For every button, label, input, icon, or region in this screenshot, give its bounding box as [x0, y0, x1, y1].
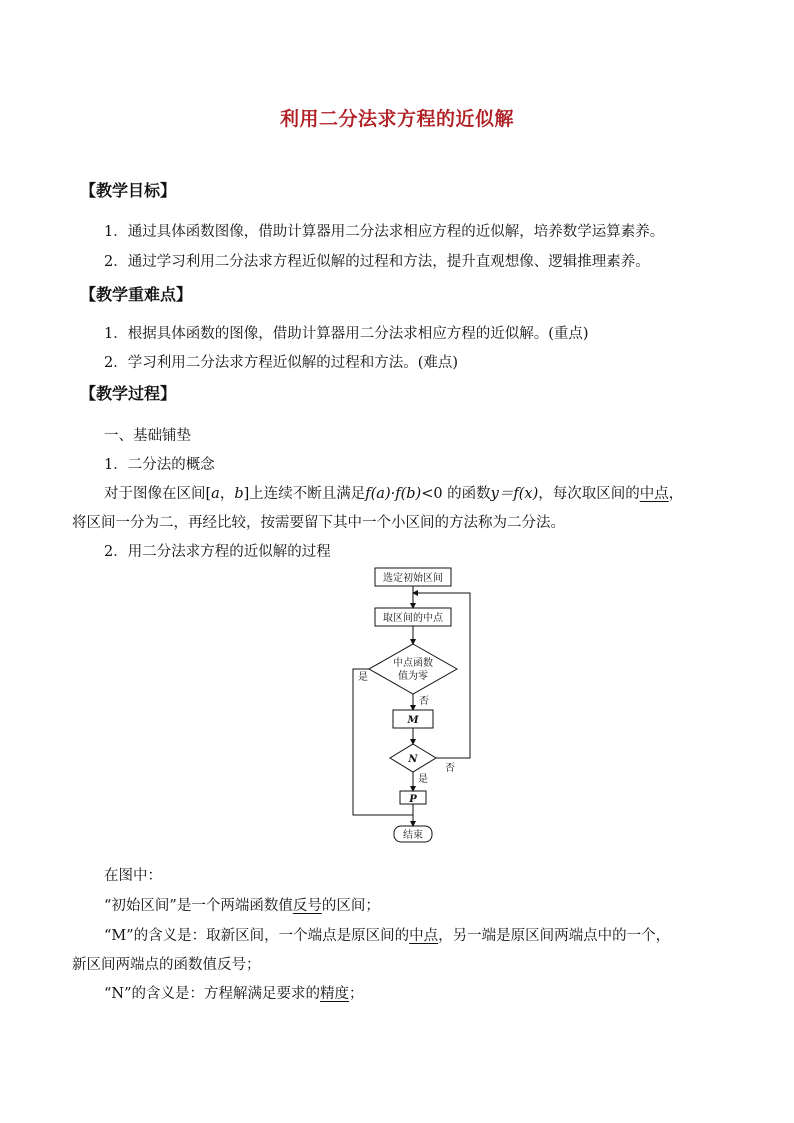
- definition-line-2: 将区间一分为二，再经比较，按需要留下其中一个小区间的方法称为二分法。: [72, 515, 565, 531]
- heading-process: 【教学过程】: [80, 384, 177, 403]
- bisection-flowchart: [340, 560, 490, 850]
- after-intro: 在图中：: [104, 868, 162, 884]
- n-label: N: [408, 754, 418, 765]
- heading-keypoints: 【教学重难点】: [80, 285, 193, 304]
- yes-label-1: 是: [358, 672, 368, 683]
- definition-line-1: 对于图像在区间[a，b]上连续不断且满足f(a)·f(b)<0 的函数y＝f(x)，每次取区间的中点，: [104, 486, 684, 502]
- after-line-2-cont: 新区间两端点的函数值反号；: [72, 957, 261, 973]
- p-label: P: [409, 794, 417, 805]
- after-line-2: “M”的含义是：取新区间，一个端点是原区间的中点，另一端是原区间两端点中的一个，: [104, 928, 671, 944]
- item-bisection-concept: 1．二分法的概念: [104, 457, 215, 473]
- no-label-1: 否: [419, 696, 429, 707]
- keypoint-item-1: 1．根据具体函数的图像，借助计算器用二分法求相应方程的近似解。(重点): [104, 326, 589, 342]
- after-line-1: “初始区间”是一个两端函数值反号的区间；: [104, 898, 380, 914]
- start-label: 选定初始区间: [383, 573, 443, 584]
- objective-item-1: 1．通过具体函数图像，借助计算器用二分法求相应方程的近似解，培养数学运算素养。: [104, 224, 665, 240]
- subheading-basics: 一、基础铺垫: [104, 428, 191, 444]
- heading-objectives: 【教学目标】: [80, 181, 177, 200]
- end-label: 结束: [403, 830, 423, 841]
- page-title: 利用二分法求方程的近似解: [279, 108, 514, 130]
- decision-zero-label-1: 中点函数: [393, 658, 433, 669]
- decision-zero: [369, 644, 457, 694]
- keypoint-item-2: 2．学习利用二分法求方程近似解的过程和方法。(难点): [104, 355, 459, 371]
- m-label: M: [407, 715, 419, 726]
- item-process: 2．用二分法求方程的近似解的过程: [104, 544, 331, 560]
- midpoint-label: 取区间的中点: [383, 613, 443, 624]
- no-label-2: 否: [445, 763, 455, 774]
- decision-zero-label-2: 值为零: [398, 671, 428, 682]
- objective-item-2: 2．通过学习利用二分法求方程近似解的过程和方法，提升直观想像、逻辑推理素养。: [104, 254, 650, 270]
- yes-label-2: 是: [418, 774, 428, 785]
- after-line-3: “N”的含义是：方程解满足要求的精度；: [104, 986, 364, 1002]
